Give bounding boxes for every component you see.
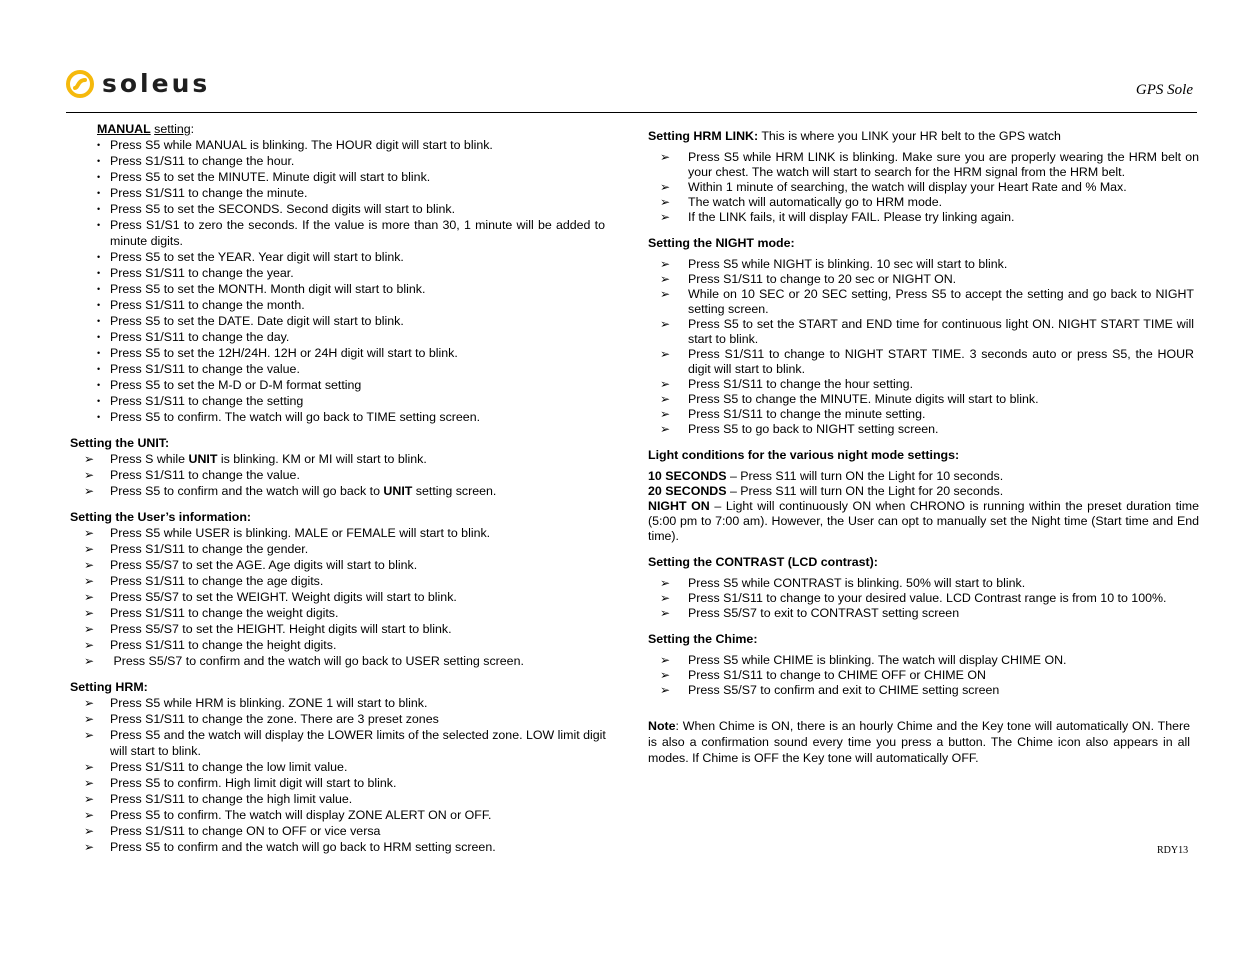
list-item: ➢ Press S5 while USER is blinking. MALE or FEMALE will start to blink. <box>70 525 617 541</box>
list-item: ➢ Press S1/S11 to change the height digits. <box>70 637 617 653</box>
list-item: ➢ Press S1/S11 to change the zone. There are 3 preset zones <box>70 711 617 727</box>
list-item: ➢ While on 10 SEC or 20 SEC setting, Press S5 to accept the setting and go back to NIGHT setting screen. <box>648 287 1194 317</box>
list-item: • Press S1/S11 to change the year. <box>70 265 617 281</box>
list-item: • Press S5 to set the MONTH. Month digit will start to blink. <box>70 281 617 297</box>
contrast-list <box>648 576 1199 621</box>
light-10-seconds <box>648 469 1199 484</box>
list-item: ➢ Within 1 minute of searching, the watch will display your Heart Rate and % Max. <box>648 180 1199 195</box>
list-item: ➢ Press S5/S7 to set the HEIGHT. Height digits will start to blink. <box>70 621 617 637</box>
left-column <box>70 121 617 855</box>
light-night-label: NIGHT ON <box>648 499 710 513</box>
list-item: ➢ Press S1/S11 to change to CHIME OFF or CHIME ON <box>648 668 1199 683</box>
list-item: ➢ Press S1/S11 to change to NIGHT START TIME. 3 seconds auto or press S5, the HOUR digit will start to blink. <box>648 347 1194 377</box>
manual-title-colon: : <box>190 122 195 136</box>
list-item: • Press S5 while MANUAL is blinking. The HOUR digit will start to blink. <box>70 137 617 153</box>
list-item: ➢ Press S5 while CHIME is blinking. The watch will display CHIME ON. <box>648 653 1199 668</box>
list-item: • Press S1/S1 to zero the seconds. If the value is more than 30, 1 minute will be added to minute digits. <box>70 217 617 249</box>
list-item: ➢ Press S1/S11 to change to 20 sec or NIGHT ON. <box>648 272 1194 287</box>
unit-item1-pre: Press S while <box>110 452 189 466</box>
light-heading: Light conditions for the various night mode settings: <box>648 448 960 462</box>
hrm-link-heading-rest: This is where you LINK your HR belt to the GPS watch <box>758 129 1061 143</box>
document-code: RDY13 <box>1157 845 1189 856</box>
list-item: ➢ Press S5 to confirm. The watch will display ZONE ALERT ON or OFF. <box>70 807 617 823</box>
list-item: • Press S1/S11 to change the hour. <box>70 153 617 169</box>
list-item: ➢ Press S5/S7 to exit to CONTRAST setting screen <box>648 606 1194 621</box>
list-item: • Press S5 to set the SECONDS. Second digits will start to blink. <box>70 201 617 217</box>
unit-item1-bold: UNIT <box>188 452 218 466</box>
light-20-text: – Press S11 will turn ON the Light for 20 seconds. <box>726 484 1004 498</box>
list-item: ➢ Press S5/S7 to confirm and exit to CHIME setting screen <box>648 683 1199 698</box>
list-item: • Press S1/S11 to change the value. <box>70 361 617 377</box>
contrast-heading: Setting the CONTRAST (LCD contrast): <box>648 555 878 569</box>
light-conditions <box>648 469 1199 544</box>
list-item: • Press S5 to set the YEAR. Year digit will start to blink. <box>70 249 617 265</box>
hrm-link-heading-bold: Setting HRM LINK: <box>648 129 759 143</box>
list-item: ➢ Press S5/S7 to set the WEIGHT. Weight digits will start to blink. <box>70 589 617 605</box>
user-list <box>70 525 617 669</box>
right-column <box>648 128 1199 766</box>
list-item: • Press S5 to set the M-D or D-M format setting <box>70 377 617 393</box>
list-item: ➢ Press S5 while NIGHT is blinking. 10 sec will start to blink. <box>648 257 1194 272</box>
list-item: ➢ If the LINK fails, it will display FAIL. Please try linking again. <box>648 210 1199 225</box>
list-item <box>70 483 617 499</box>
list-item: ➢ Press S1/S11 to change the value. <box>70 467 617 483</box>
list-item: ➢ Press S5 while HRM LINK is blinking. Make sure you are properly wearing the HRM belt on your chest. The watch will start to search for the HRM signal from the HRM belt. <box>648 150 1199 180</box>
list-item: ➢ Press S1/S11 to change the weight digits. <box>70 605 617 621</box>
light-night-text: – Light will continuously ON when CHRONO is running within the preset duration time (5:00 pm to 7:00 am). However, the User can opt to manually set the Night time (Start time and End time). <box>648 499 1199 543</box>
list-item: • Press S1/S11 to change the minute. <box>70 185 617 201</box>
list-item: ➢ Press S5/S7 to confirm and the watch will go back to USER setting screen. <box>70 653 617 669</box>
night-list <box>648 257 1199 437</box>
list-item: • Press S5 to set the MINUTE. Minute digit will start to blink. <box>70 169 617 185</box>
list-item: • Press S5 to set the 12H/24H. 12H or 24H digit will start to blink. <box>70 345 617 361</box>
soleus-logo-icon <box>66 70 94 98</box>
note-label: Note <box>648 719 676 733</box>
unit-heading: Setting the UNIT: <box>70 436 170 450</box>
list-item: ➢ Press S1/S11 to change the age digits. <box>70 573 617 589</box>
light-10-text: – Press S11 will turn ON the Light for 10 seconds. <box>726 469 1004 483</box>
list-item <box>70 451 617 467</box>
hrm-heading: Setting HRM: <box>70 680 148 694</box>
soleus-logo <box>66 70 210 98</box>
list-item: ➢ Press S1/S11 to change the minute setting. <box>648 407 1194 422</box>
unit-item1-post: is blinking. KM or MI will start to blink. <box>217 452 427 466</box>
list-item: ➢ Press S5 to change the MINUTE. Minute digits will start to blink. <box>648 392 1194 407</box>
chime-heading: Setting the Chime: <box>648 632 758 646</box>
list-item: ➢ The watch will automatically go to HRM mode. <box>648 195 1199 210</box>
unit-item3-bold: UNIT <box>383 484 413 498</box>
list-item: • Press S5 to confirm. The watch will go back to TIME setting screen. <box>70 409 617 425</box>
list-item: ➢ Press S5 to confirm and the watch will go back to HRM setting screen. <box>70 839 617 855</box>
list-item: • Press S1/S11 to change the day. <box>70 329 617 345</box>
manual-title-rest: setting <box>154 122 191 136</box>
list-item: ➢ Press S5 while CONTRAST is blinking. 50% will start to blink. <box>648 576 1194 591</box>
manual-setting-heading <box>70 121 617 137</box>
note-text: : When Chime is ON, there is an hourly Chime and the Key tone will automatically ON. There is also a confirmation sound every time you press a button. The Chime icon also appears in all modes. If Chime is OFF the Key tone will automatically OFF. <box>648 719 1190 765</box>
list-item: ➢ Press S1/S11 to change the hour setting. <box>648 377 1194 392</box>
light-10-label: 10 SECONDS <box>648 469 727 483</box>
manual-title-bold: MANUAL <box>97 122 151 136</box>
light-20-seconds <box>648 484 1199 499</box>
hrm-link-heading <box>648 128 1199 144</box>
list-item: ➢ Press S5 and the watch will display the LOWER limits of the selected zone. LOW limit digit will start to blink. <box>70 727 617 759</box>
chime-list <box>648 653 1199 698</box>
list-item: ➢ Press S5 to set the START and END time for continuous light ON. NIGHT START TIME will start to blink. <box>648 317 1194 347</box>
list-item: ➢ Press S1/S11 to change to your desired value. LCD Contrast range is from 10 to 100%. <box>648 591 1194 606</box>
user-heading: Setting the User’s information: <box>70 510 252 524</box>
list-item: ➢ Press S1/S11 to change the high limit value. <box>70 791 617 807</box>
unit-item3-post: setting screen. <box>412 484 497 498</box>
light-night-on <box>648 499 1199 544</box>
list-item: ➢ Press S5 to go back to NIGHT setting screen. <box>648 422 1194 437</box>
page-header <box>0 0 1235 115</box>
header-divider <box>66 112 1197 113</box>
unit-list <box>70 451 617 499</box>
list-item: ➢ Press S1/S11 to change the low limit value. <box>70 759 617 775</box>
list-item: ➢ Press S5 while HRM is blinking. ZONE 1 will start to blink. <box>70 695 617 711</box>
hrm-link-list <box>648 150 1199 225</box>
list-item: ➢ Press S1/S11 to change the gender. <box>70 541 617 557</box>
chime-note <box>648 718 1199 766</box>
unit-item3-pre: Press S5 to confirm and the watch will go back to <box>110 484 384 498</box>
hrm-list <box>70 695 617 855</box>
list-item: ➢ Press S5/S7 to set the AGE. Age digits will start to blink. <box>70 557 617 573</box>
list-item: • Press S1/S11 to change the month. <box>70 297 617 313</box>
night-heading: Setting the NIGHT mode: <box>648 236 795 250</box>
list-item: ➢ Press S5 to confirm. High limit digit will start to blink. <box>70 775 617 791</box>
list-item: • Press S5 to set the DATE. Date digit will start to blink. <box>70 313 617 329</box>
manual-list <box>70 137 617 425</box>
brand-name: soleus <box>102 69 211 98</box>
list-item: • Press S1/S11 to change the setting <box>70 393 617 409</box>
product-name: GPS Sole <box>1135 82 1193 98</box>
light-20-label: 20 SECONDS <box>648 484 727 498</box>
list-item: ➢ Press S1/S11 to change ON to OFF or vice versa <box>70 823 617 839</box>
